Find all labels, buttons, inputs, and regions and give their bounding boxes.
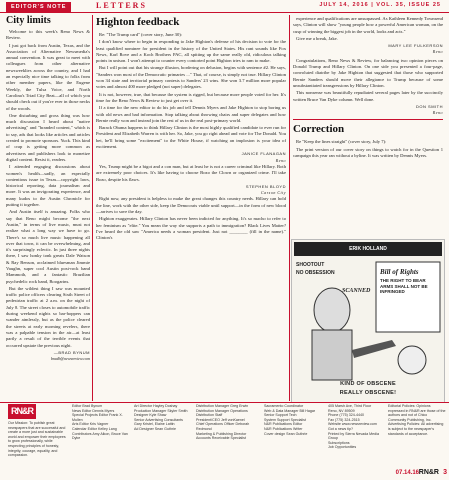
masthead-entry: Production Manager Skyler Smith [134, 408, 188, 413]
footer-date: 07.14.16 [395, 470, 419, 476]
signer-city: Reno [432, 49, 443, 55]
masthead-entry: Chief Operations Officer Deborah Redmond [196, 422, 250, 431]
masthead-entry: Subscriptions [328, 440, 350, 445]
masthead-entry: Got a news tip? [328, 426, 353, 431]
masthead-entry: Ad Designer Sean Guthrie [134, 426, 176, 431]
masthead-entry: Web & Data Manager Bill Hagar [264, 408, 316, 413]
editors-note [6, 15, 90, 362]
masthead-entry: Distribution Manager Greg Erwin [196, 404, 249, 408]
masthead-col-2 [134, 404, 192, 432]
letter-signature [293, 43, 443, 56]
masthead-entry: Art Director Hayley Doshay [134, 404, 178, 408]
masthead-entry: N&R Publications Editor [264, 422, 303, 427]
letter-continued [293, 16, 443, 160]
paragraph: One disturbing and gross thing was how much discussion I heard about "native advertising" and "branded content," which is to say, ads that looks like articles and articles created to promote sponsors. Yuck. This kind of crap is getting more common as advertisers and publishers look to monetize digital content. Resist it, readers. [6, 112, 90, 162]
paragraph: I don't know where to begin in responding to Jake Highton's defense of his decision to vote for the least qualified nominee for president in the history of the United States. His rant sounds like Fox News, Karl Rove and a Koch Brothers PAC, all spitting up the same really old, ridiculous talking points in unison. I won't attempt to counter every contorted point Highton tries to ram to make. [96, 39, 286, 64]
masthead-entry: Special Projects Editor Frank X. Mullen [72, 413, 123, 422]
paragraph: Barack Obama happens to think Hillary Clinton is the most highly qualified candidate to ever run for President and Elizabeth Warren is with her. So, Jake, you go right ahead and vote for The Donald. You bet, he'll bring some "excitement" to the White House, if watching an implosion is your idea of excitement. [96, 125, 286, 150]
paragraph: The print version of our cover story on things to watch for in the Question 1 campaign this year ran without a byline. It was written by Dennis Myers. [293, 146, 443, 159]
cartoon-artist-label: ERIK HOLLAND [349, 246, 387, 252]
second-figure-head [398, 346, 426, 374]
page-number: 3 [443, 469, 447, 476]
letter-body-second [96, 164, 286, 183]
letter-signature [96, 184, 286, 197]
masthead-entry: Printed by Sierra Nevada Media Group [328, 431, 379, 441]
paragraph: I just got back from Austin, Texas, and the Association of Alternative Newsmedia's annual convention. It was great to meet with colleagues from other alternative newsweeklies across the country, and I had an especially nice time talking to folks from other member papers, like the Eugene Weekly, the Tulsa Voice, and North Carolina's Triad City Beat—all of which you should check out if you're ever in those necks of the woods. [6, 42, 90, 111]
masthead-entry: Advertising Policies: All advertising is subject to the newspaper's standards of acceptance. [388, 422, 444, 436]
letter-body [293, 58, 443, 103]
paragraph: If a time for the new editor to do his job and tell Dennis Myers and Jake Highton to stop boring us with old news and bad information. Stop talking about throwing chairs and super delegates and how Bernie really won and instead join the rest of us in the real post-primary world. [96, 105, 286, 123]
masthead-entry: Senior Advertising Consultants [134, 417, 183, 422]
masthead-entry: Marketing & Publishing Director [196, 431, 247, 436]
sign-title: Bill of Rights [380, 268, 419, 276]
section-divider [293, 119, 443, 120]
masthead-col-1 [72, 404, 130, 441]
masthead-entry: Fax (775) 324-2515 [328, 417, 360, 422]
masthead-rule [0, 402, 449, 403]
masthead-entry: Sacramento Coordinator [264, 404, 304, 408]
masthead-entry: 405 Marsh Ave, Third Floor [328, 404, 372, 408]
masthead-entry: Calendar Editor Kelley Lang [72, 426, 117, 431]
column-divider [92, 15, 93, 401]
masthead-entry: System Support Specialist [264, 417, 306, 422]
rifle-shape [352, 340, 396, 358]
letter-body-continued [96, 196, 286, 241]
letter-body [96, 32, 286, 150]
masthead-entry: Reno, NV 89509 [328, 408, 355, 413]
editors-note-tag: EDITOR'S NOTE [6, 2, 71, 12]
figure-head [314, 288, 350, 332]
letter-signature [293, 104, 443, 117]
signer-city: Carson City [261, 190, 286, 196]
masthead-entry: Accounts Receivable Specialist [196, 436, 246, 441]
paragraph: Congratulations, Reno News & Review, for balancing two opinion pieces on Donald Trump and Hillary Clinton. On one side you presented a four-page, convoluted diatribe by Jake Highton that suggested that those who supported Bernie Sanders should move their allegiance to Trump because of some unsubstantiated transgressions by Hillary Clinton. [293, 57, 443, 88]
shootout-label: SHOOTOUT [296, 262, 325, 268]
editors-note-title: City limits [6, 15, 51, 26]
masthead-entry: Designer Kyle Shaw [134, 413, 167, 418]
cartoon-caption-2: REALLY OBSCENE! [339, 390, 397, 396]
paragraph: Welcome to this week's Reno News & Review. [6, 29, 90, 41]
cartoon-caption-1: KIND OF OBSCENE [340, 381, 396, 387]
masthead-entry: Distribution Manager Operations [196, 408, 248, 413]
signer-name: MARY LEE FULKERSON [388, 43, 443, 49]
paragraph: Highton exaggerates. Hillary Clinton has never been indicted for anything. It's so macho to refer to her feminism as "elite." You mean the way she supports a path to immigration? Black Lives Matter? I've heard the old saw "America needs a woman president. Just not ________ (fill in the name)." Clinton's [96, 216, 286, 241]
correction-body [293, 139, 443, 159]
masthead-entry: Job Opportunities [328, 445, 357, 450]
paragraph: Right now, any president is helpless to make the great changes this country needs. Hillary can hold the line, work with the other side, keep the Democrats viable until support—in the form of new blood—arrives to save the day. [96, 196, 286, 215]
section-title: LETTERS [96, 1, 147, 10]
masthead-col-6 [388, 404, 446, 436]
scanned-label: SCANNED [342, 288, 371, 294]
signer-city: Reno [275, 157, 286, 163]
masthead-entry: Arts Editor Kris Vagner [72, 422, 109, 427]
letter-signature [96, 151, 286, 164]
masthead-col-3 [196, 404, 260, 441]
paragraph: This nonsense was beautifully repudiated several pages later by the succinctly written Bruce Van Dyke column. Well done. [293, 90, 443, 102]
rnr-logo: RN&R [8, 404, 36, 419]
masthead-entry: Distribution Staff [196, 413, 223, 418]
paragraph: It is not, however, true, that because the system is rigged, but because more people voted for her. It's time for the Reno News & Review to just get over it. [96, 91, 286, 103]
sign-text: THE RIGHT TO BEAR ARMS SHALL NOT BE INFRINGED [380, 278, 428, 294]
paragraph: Yes, Trump might be a bigot and a con man, but at least he is not a career criminal like Hillary. Both are extremely poor choices. It's like having to choose Bozo the Clown or organized crime. I'll take Bozo, despite his flaws. [96, 163, 286, 182]
signer-name: STEPHEN BLOYD [245, 183, 286, 189]
masthead-entry: Website www.newsreview.com [328, 422, 377, 427]
masthead-entry: President/CEO Jeff vonKaenel [196, 417, 245, 422]
masthead-entry: Editorial Policies: Opinions expressed in RN&R are those of the authors and not of Chico Community Publishing, Inc. [388, 404, 446, 422]
mission-text: Our Mission: To publish great newspapers that are successful and create a more just and sustainable world and empower their employees to grow professionally, while respecting principles of honesty, integrity, courage, equality, and compassion. [8, 421, 66, 458]
masthead-entry: Gary Kristel, Elaine Lattin [134, 422, 175, 427]
masthead-entry: News Editor Dennis Myers [72, 408, 115, 413]
column-divider [289, 15, 290, 401]
issue-info: JULY 14, 2016 | VOL. 35, ISSUE 25 [319, 2, 441, 8]
paragraph: Re: "The Trump card" (cover story, June 30): [99, 32, 183, 37]
paragraph: Give me a break, Jake. [296, 35, 338, 41]
signer-city: Reno [432, 110, 443, 116]
masthead-entry: Contributors Amy Alkon, Bruce Van Dyke [72, 431, 128, 441]
page-header [0, 0, 449, 12]
letter-highton [96, 16, 286, 243]
editors-note-email[interactable]: bradb@newsreview.com [50, 356, 90, 362]
letter-title: Highton feedback [96, 16, 180, 28]
paragraph: But I will point out that his strange illusion, bordering on delusion, begins with sentence #2. He says, "Sanders won most of the Democratic primaries ..." That, of course, is simply not true. Hillary Clinton won 34 state and territorial primary contests to Sanders' 23 wins. She won 3.7 million more popular votes and almost 400 more pledged (not super) delegates. [96, 65, 286, 90]
paragraph: I attended engaging discussions about women's health—sadly, an especially contentious issue in Texas—copyright laws, historical reporting, data journalism and more. It was an invigorating experience, and many kudos to the Austin Chronicle for putting it together. [6, 164, 90, 208]
page-footer [0, 469, 449, 480]
masthead-mission [8, 421, 68, 458]
paragraph: But the wildest thing I saw was mounted traffic police officers clearing Sixth Street of pedestrian traffic at 2 a.m. on the night of July 8. The street closes to automobile traffic during weekend nights so bar-hoppers can wander aimlessly, but as the police cleared the streets at early morning revelers, there was a palpable tension in the air—at least partly a result of the terrible events that occurred upstate the previous night. [6, 285, 90, 348]
paragraph: And Austin itself is amazing. Folks who say that Reno might become "the next Austin," in terms of live music, must not realize what a long way we have to go. There's so much live music happening all over that town, it can be overwhelming, and it's surprisingly eclectic. In just three nights there, I saw honky tonk greats Dale Watson & Ray Benson, acclaimed bluesman Jimmie Vaughn, super cool Austin post-rock band Mammoth, and a fantastic Brazilian psychedelic rock band, Boogarins. [6, 209, 90, 284]
footer-brand: RN&R [418, 469, 439, 476]
correction-title: Correction [293, 123, 345, 136]
no-obsession-label: NO OBSESSION [296, 270, 335, 276]
masthead-entry: Senior Support Tech [264, 413, 297, 418]
paragraph: Re "Keep the lines straight" (cover story, July 7): [296, 139, 387, 145]
figure-body [312, 330, 352, 380]
signer-name: DON SMITH [416, 103, 443, 109]
letter-body [293, 16, 443, 42]
editors-note-body [6, 29, 90, 349]
masthead-entry: Editor Brad Bynum [72, 404, 103, 408]
masthead-col-5 [328, 404, 384, 450]
masthead-entry: Phone (775) 324-4440 [328, 413, 364, 418]
editors-note-signature: —BRAD BYNUM [53, 349, 90, 355]
masthead-entry: Cover design Sean Guthrie [264, 431, 308, 436]
masthead-col-4 [264, 404, 324, 436]
header-rule [0, 12, 449, 13]
signer-name: JANICE FLANAGAN [241, 151, 286, 157]
masthead-entry: N&R Publications Writer [264, 426, 303, 431]
paragraph: experience and qualifications are unsurpassed. As Kathleen Kennedy Townsend says, Clinton will show "young people how a powerful American woman, on the cusp of winning the biggest job in the world, looks and acts." [293, 16, 443, 34]
editorial-cartoon [291, 239, 445, 403]
